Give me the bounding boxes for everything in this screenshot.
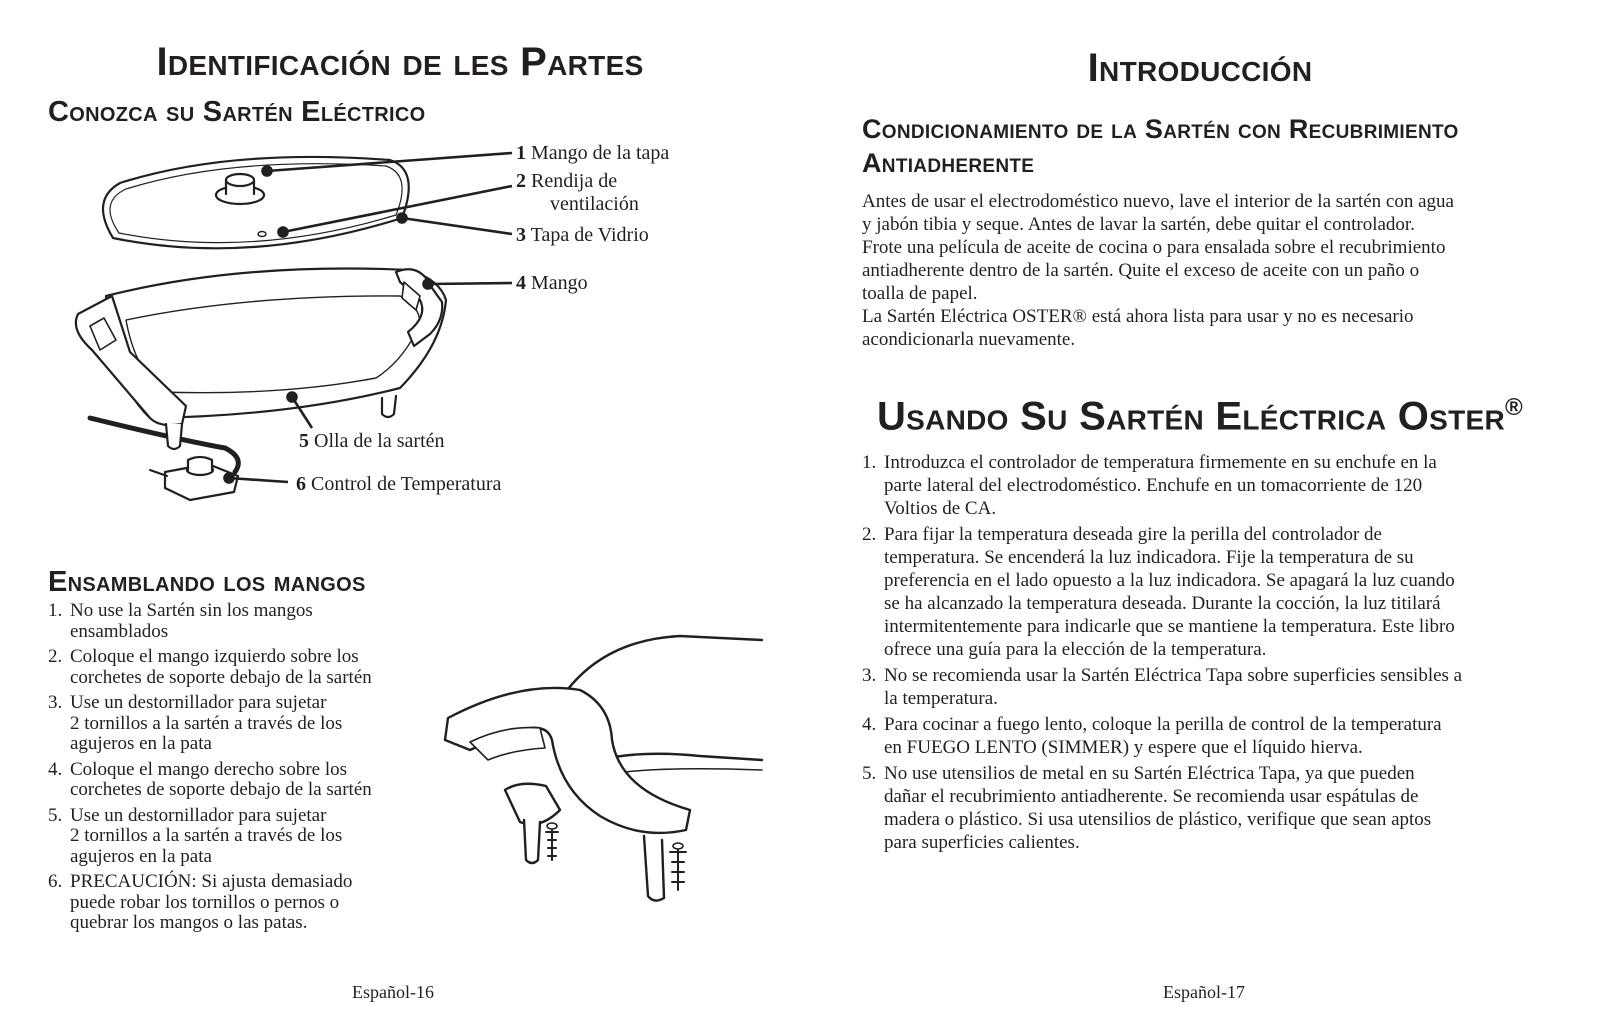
part-label-5: 5 Olla de la sartén — [299, 430, 445, 452]
part-label-2: 2 Rendija de — [516, 170, 618, 192]
using-step: 3. No se recomienda usar la Sartén Eléctrica Tapa sobre superficies sensibles a la temperatura. — [862, 665, 1463, 709]
part-label-6: 6 Control de Temperatura — [296, 473, 502, 495]
right-page-footer: Español-17 — [1163, 982, 1245, 1002]
part-label-2-line2: ventilación — [550, 193, 639, 215]
part-label-4: 4 Mango — [516, 272, 588, 294]
conditioning-text: Antes de usar el electrodoméstico nuevo, lave el interior de la sartén con agua y jabón tibia y seque. Antes de lavar la sartén, debe quitar el controlador. Frote una película de aceite de cocina o para ensalada sobre el recubrimiento antiadherente dentro de la sartén. Quite el exceso de aceite con un paño o toalla de papel. La Sartén Eléctrica OSTER® está ahora lista para usar y no es necesario acondicionarla nuevamente. — [862, 191, 1454, 350]
part-label-3: 3 Tapa de Vidrio — [516, 224, 649, 246]
parts-subtitle: Conozca su Sartén Eléctrico — [48, 96, 426, 128]
assembly-step: 4. Coloque el mango derecho sobre los corchetes de soporte debajo de la sartén — [48, 758, 372, 800]
assembly-step: 3. Use un destornillador para sujetar 2 tornillos a la sartén a través de los agujeros en la pata — [48, 692, 343, 754]
assembly-title: Ensamblando los mangos — [48, 566, 366, 598]
using-step: 5. No use utensilios de metal en su Sartén Eléctrica Tapa, ya que pueden dañar el recubrimiento antiadherente. Se recomienda usar espátulas de madera o plástico. Si usa utensilios de plástico, verifique que sean aptos para superficies calientes. — [862, 763, 1432, 853]
using-step: 4. Para cocinar a fuego lento, coloque la perilla de control de la temperatura en FUEGO LENTO (SIMMER) y espere que el líquido hierva. — [862, 714, 1442, 758]
conditioning-title: Condicionamiento de la Sartén con Recubrimiento Antiadherente — [862, 114, 1459, 178]
right-page-title: Introducción — [1087, 46, 1313, 90]
using-step: 1. Introduzca el controlador de temperatura firmemente en su enchufe en la parte lateral del electrodoméstico. Enchufe en un tomacorriente de 120 Voltios de CA. — [862, 452, 1437, 519]
left-page-footer: Español-16 — [352, 982, 434, 1002]
using-title: Usando Su Sartén Eléctrica Oster® — [876, 394, 1524, 439]
assembly-step: 5. Use un destornillador para sujetar 2 tornillos a la sartén a través de los agujeros en la pata — [48, 804, 343, 867]
assembly-step: 2. Coloque el mango izquierdo sobre los corchetes de soporte debajo de la sartén — [48, 646, 372, 688]
using-step: 2. Para fijar la temperatura deseada gire la perilla del controlador de temperatura. Se encenderá la luz indicadora. Fije la temperatura de su preferencia en el lado opuesto a la luz indicadora. Se apagará la luz cuando se ha alcanzado la temperatura deseada. Durante la cocción, la luz titilará intermitentemente para indicarle que se mantiene la temperatura. Este libro ofrece una guía para la elección de la temperatura. — [862, 524, 1455, 660]
left-page-title: Identificación de les Partes — [156, 40, 644, 84]
assembly-step: 6. PRECAUCIÓN: Si ajusta demasiado puede robar los tornillos o pernos o quebrar los mangos o las patas. — [48, 871, 353, 933]
part-label-1: 1 Mango de la tapa — [516, 142, 670, 164]
using-steps — [862, 451, 1592, 854]
assembly-step: 1. No use la Sartén sin los mangos ensamblados — [48, 600, 313, 642]
